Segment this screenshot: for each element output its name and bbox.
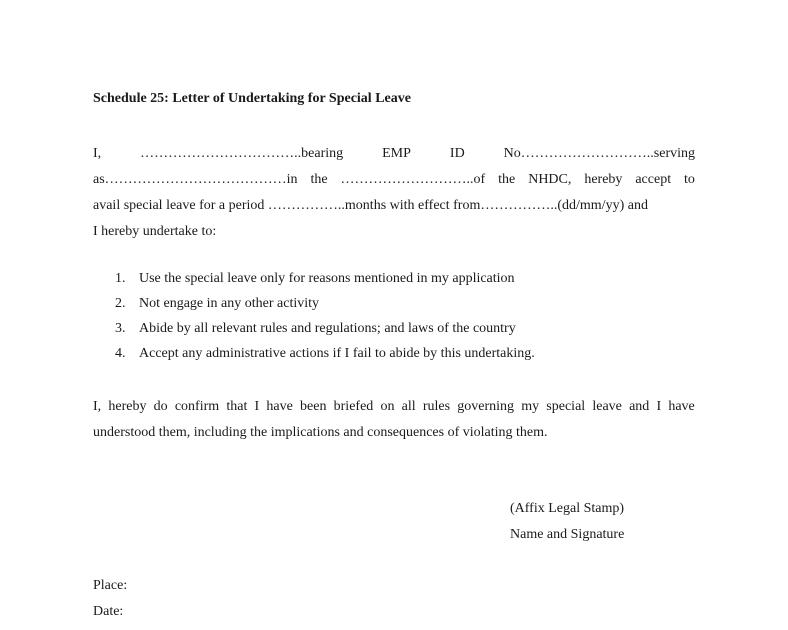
confirmation-word: confirm (174, 399, 220, 414)
confirmation-word: have (668, 399, 695, 414)
list-item-text: Use the special leave only for reasons mentioned in my application (139, 271, 515, 286)
legal-stamp-label: (Affix Legal Stamp) (510, 501, 625, 516)
confirmation-word: I (656, 399, 662, 414)
intro-word: the (310, 172, 328, 187)
intro-word: NHDC, (528, 172, 572, 187)
intro-word: accept (635, 172, 672, 187)
intro-word: the (498, 172, 516, 187)
list-item-number: 4. (115, 346, 126, 361)
list-item-text: Abide by all relevant rules and regulations; and laws of the country (139, 321, 516, 336)
intro-word: I, (93, 146, 102, 161)
confirmation-word: and (629, 399, 650, 414)
list-item-number: 1. (115, 271, 126, 286)
place-date-block (93, 573, 127, 625)
confirmation-word: do (153, 399, 168, 414)
confirmation-word: special (546, 399, 586, 414)
intro-word: ID (449, 146, 465, 161)
intro-line-1 (93, 141, 695, 167)
confirmation-word: rules (422, 399, 451, 414)
confirmation-line-1 (93, 394, 695, 420)
signature-block (510, 496, 624, 548)
intro-word: No………………………..serving (503, 146, 695, 161)
place-label: Place: (93, 578, 128, 593)
confirmation-word: all (401, 399, 416, 414)
list-item (115, 291, 535, 316)
list-item (115, 266, 535, 291)
confirmation-word: that (226, 399, 248, 414)
confirmation-word: I, (93, 399, 102, 414)
confirmation-word: my (521, 399, 540, 414)
date-label: Date: (93, 604, 124, 619)
confirmation-paragraph (93, 394, 695, 446)
confirmation-word: have (266, 399, 293, 414)
confirmation-word: been (300, 399, 327, 414)
intro-line-3: avail special leave for a period ……………..months with effect from……………..(dd/mm/yy) and (93, 198, 648, 213)
confirmation-word: on (380, 399, 395, 414)
intro-word: as…………………………………in (93, 172, 298, 187)
intro-paragraph (93, 141, 695, 245)
intro-line-2 (93, 167, 695, 193)
list-item-number: 2. (115, 296, 126, 311)
confirmation-word: governing (457, 399, 515, 414)
intro-word: to (684, 172, 695, 187)
intro-word: ……………………………..bearing (140, 146, 344, 161)
confirmation-word: I (254, 399, 260, 414)
list-item (115, 316, 535, 341)
document-title: Schedule 25: Letter of Undertaking for Special Leave (93, 91, 411, 106)
confirmation-word: leave (592, 399, 622, 414)
name-signature-label: Name and Signature (510, 527, 625, 542)
undertakings-list (115, 266, 535, 366)
list-item-text: Not engage in any other activity (139, 296, 319, 311)
confirmation-word: briefed (333, 399, 374, 414)
confirmation-word: hereby (108, 399, 147, 414)
confirmation-line-2: understood them, including the implications and consequences of violating them. (93, 425, 548, 440)
list-item-text: Accept any administrative actions if I fail to abide by this undertaking. (139, 346, 535, 361)
intro-word: ………………………..of (340, 172, 486, 187)
intro-word: hereby (584, 172, 623, 187)
intro-line-4: I hereby undertake to: (93, 224, 217, 239)
intro-word: EMP (382, 146, 411, 161)
list-item-number: 3. (115, 321, 126, 336)
list-item (115, 341, 535, 366)
